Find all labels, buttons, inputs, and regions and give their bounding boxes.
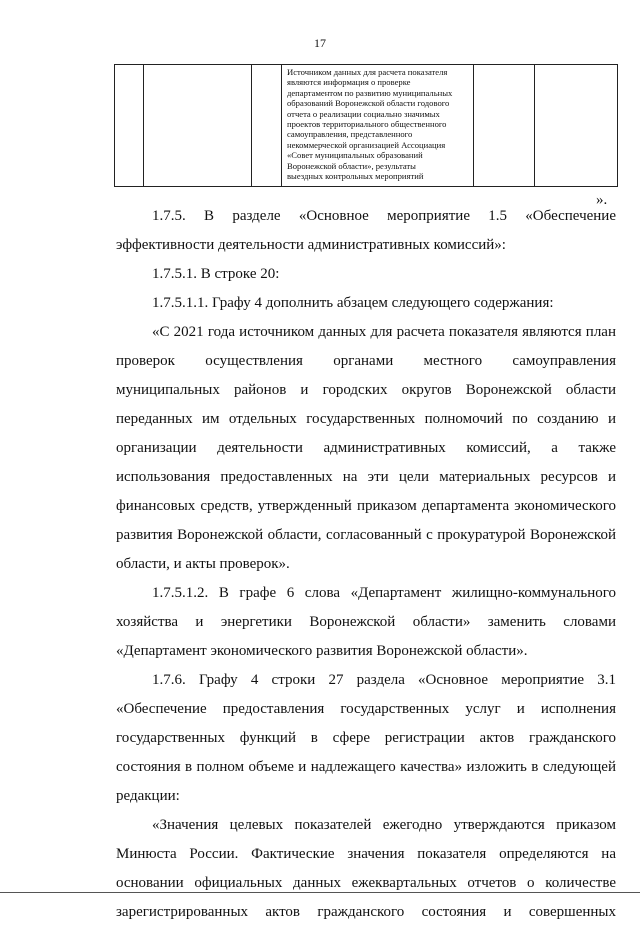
table-cell-3 — [252, 65, 282, 187]
paragraph-1-7-5-1: 1.7.5.1. В строке 20: — [152, 266, 280, 282]
table-row — [115, 65, 618, 187]
quoted-paragraph-2021: «С 2021 года источником данных для расчета показателя являются план проверок осуществления органами местного самоуправления муниципальных районов и городских округов Воронежской области переданных им отдельных государственных полномочий по созданию и организации деятельности административных комиссий, а также использования предоставленных на эти цели материальных ресурсов и финансовых средств, утвержденный приказом департамента экономического развития Воронежской области, согласованный с прокуратурой Воронежской области, и акты проверок». — [116, 324, 616, 572]
table-cell-1 — [115, 65, 144, 187]
continuation-table — [114, 64, 618, 187]
closing-quote-mark: ». — [596, 192, 608, 208]
footer-rule — [0, 892, 640, 893]
table-cell-4 — [282, 65, 474, 187]
paragraph-1-7-5-1-1: 1.7.5.1.1. Графу 4 дополнить абзацем следующего содержания: — [152, 295, 554, 311]
paragraph-1-7-5-1-2: 1.7.5.1.2. В графе 6 слова «Департамент жилищно-коммунального хозяйства и энергетики Воронежской области» заменить словами «Департамент экономического развития Воронежской области». — [116, 585, 616, 659]
quoted-paragraph-targets: «Значения целевых показателей ежегодно утверждаются приказом Минюста России. Фактические значения показателя определяются на основании официальных данных ежеквартальных отчетов о количестве зарегистрированных актов гражданского состояния и совершенных — [116, 817, 616, 920]
table-cell-2 — [144, 65, 252, 187]
document-body — [116, 202, 616, 927]
paragraph-1-7-5: 1.7.5. В разделе «Основное мероприятие 1.5 «Обеспечение эффективности деятельности административных комиссий»: — [116, 208, 616, 253]
table-cell-6 — [535, 65, 618, 187]
data-source-text: Источником данных для расчета показателя являются информация о проверке департаментом по развитию муниципальных образований Воронежской области годового отчета о реализации социально значимых проектов территориального общественного самоуправления, представленного некоммерческой организацией Ассоциация «Совет муниципальных образований Воронежской области», результаты выездных контрольных мероприятий — [287, 67, 453, 182]
paragraph-1-7-6: 1.7.6. Графу 4 строки 27 раздела «Основное мероприятие 3.1 «Обеспечение предоставления государственных услуг и исполнения государственных функций в сфере регистрации актов гражданского состояния в полном объеме и надлежащего качества» изложить в следующей редакции: — [116, 672, 616, 804]
table-cell-5 — [474, 65, 535, 187]
page-number: 17 — [314, 36, 326, 50]
